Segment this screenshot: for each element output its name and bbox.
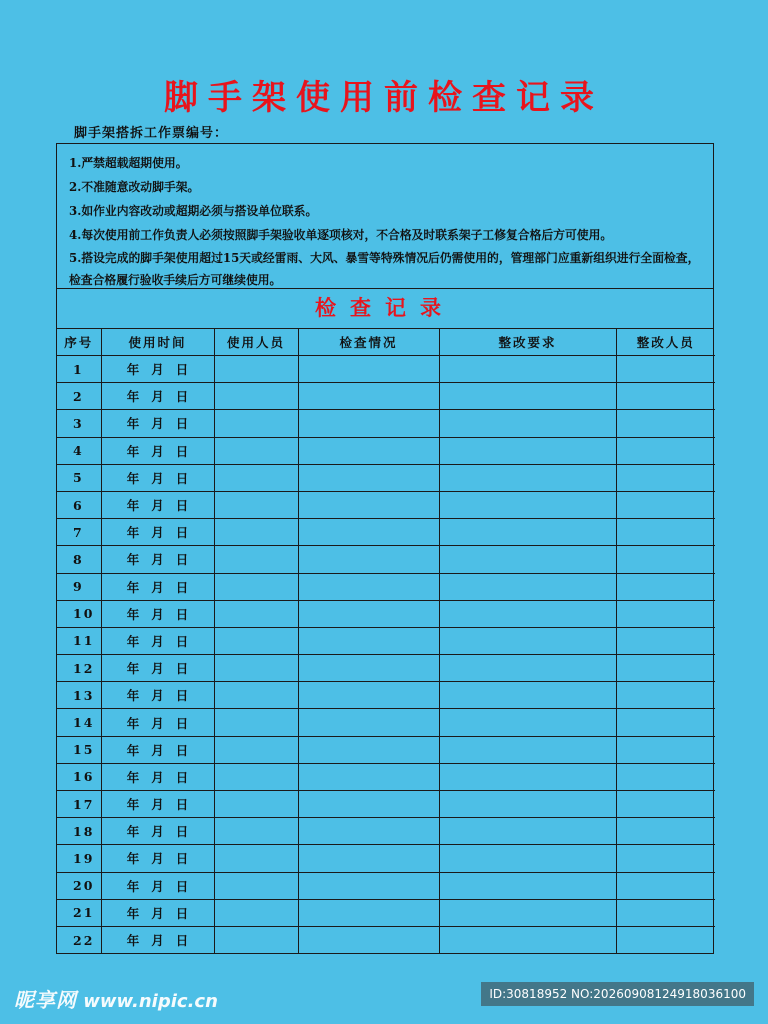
inspection-cell[interactable]	[298, 845, 439, 872]
usage-date-cell[interactable]	[101, 872, 214, 899]
date-part-label: 日	[175, 606, 189, 622]
row-index: 18	[57, 818, 101, 845]
user-cell[interactable]	[214, 899, 298, 926]
date-part-label: 月	[151, 905, 164, 921]
rectifier-cell[interactable]	[616, 383, 715, 410]
date-part-label: 月	[151, 878, 164, 894]
inspection-cell[interactable]	[298, 682, 439, 709]
date-part-label: 月	[151, 824, 164, 840]
date-part-label: 年	[126, 769, 140, 785]
table-row	[57, 491, 715, 518]
row-index: 17	[57, 791, 101, 818]
rectification-req-cell[interactable]	[439, 356, 616, 383]
watermark-site: www.nipic.cn	[83, 991, 218, 1012]
inspection-cell[interactable]	[298, 872, 439, 899]
user-cell[interactable]	[214, 437, 298, 464]
usage-date-cell[interactable]	[101, 383, 214, 410]
table-row	[57, 709, 715, 736]
inspection-cell[interactable]	[298, 437, 439, 464]
ticket-number-label: 脚手架搭拆工作票编号：	[74, 126, 229, 141]
usage-date-cell[interactable]	[101, 926, 214, 953]
rectifier-cell[interactable]	[616, 845, 715, 872]
date-part-label: 日	[175, 498, 189, 514]
inspection-cell[interactable]	[298, 709, 439, 736]
rectifier-cell[interactable]	[616, 627, 715, 654]
table-row	[57, 899, 715, 926]
date-part-label: 日	[175, 933, 189, 949]
date-part-label: 日	[175, 579, 189, 595]
date-part-label: 年	[126, 525, 140, 541]
date-part-label: 日	[175, 389, 189, 405]
rule-item: 5.搭设完成的脚手架使用超过15天或经雷雨、大风、暴雪等特殊情况后仍需使用的，管理部门应重新组织进行全面检查，检查合格履行验收手续后方可继续使用。	[69, 251, 700, 287]
date-part-label: 年	[126, 606, 140, 622]
date-part-label: 月	[151, 606, 164, 622]
row-index: 19	[57, 845, 101, 872]
row-index: 21	[57, 899, 101, 926]
usage-date-cell[interactable]	[101, 655, 214, 682]
table-row	[57, 763, 715, 790]
inspection-cell[interactable]	[298, 573, 439, 600]
date-part-label: 日	[175, 742, 189, 758]
user-cell[interactable]	[214, 655, 298, 682]
date-part-label: 月	[151, 552, 164, 568]
rectifier-cell[interactable]	[616, 791, 715, 818]
row-index: 1	[57, 356, 101, 383]
table-row	[57, 464, 715, 491]
table-row	[57, 736, 715, 763]
user-cell[interactable]	[214, 491, 298, 518]
row-index: 12	[57, 655, 101, 682]
date-part-label: 日	[175, 878, 189, 894]
rectifier-cell[interactable]	[616, 410, 715, 437]
date-part-label: 年	[126, 688, 140, 704]
user-cell[interactable]	[214, 356, 298, 383]
date-part-label: 年	[126, 498, 140, 514]
rule-item: 1.严禁超载超期使用。	[69, 156, 188, 170]
date-part-label: 年	[126, 742, 140, 758]
date-part-label: 月	[151, 933, 164, 949]
row-index: 20	[57, 872, 101, 899]
inspection-cell[interactable]	[298, 899, 439, 926]
rectification-req-cell[interactable]	[439, 655, 616, 682]
watermark-id: ID:30818952 NO:20260908124918036100	[481, 982, 754, 1006]
inspection-cell[interactable]	[298, 655, 439, 682]
rectification-req-cell[interactable]	[439, 519, 616, 546]
table-row	[57, 926, 715, 953]
rectification-req-cell[interactable]	[439, 437, 616, 464]
inspection-cell[interactable]	[298, 791, 439, 818]
row-index: 14	[57, 709, 101, 736]
watermark-logo-text: 昵享网	[14, 988, 77, 1012]
inspection-cell[interactable]	[298, 383, 439, 410]
rectification-req-cell[interactable]	[439, 600, 616, 627]
usage-date-cell[interactable]	[101, 600, 214, 627]
date-part-label: 年	[126, 824, 140, 840]
inspection-cell[interactable]	[298, 410, 439, 437]
date-part-label: 月	[151, 769, 164, 785]
usage-date-cell[interactable]	[101, 410, 214, 437]
date-part-label: 年	[126, 715, 140, 731]
rectifier-cell[interactable]	[616, 519, 715, 546]
inspection-cell[interactable]	[298, 763, 439, 790]
watermark-logo	[14, 984, 218, 1013]
date-part-label: 日	[175, 797, 189, 813]
date-part-label: 月	[151, 851, 164, 867]
date-part-label: 年	[126, 416, 140, 432]
row-index: 11	[57, 627, 101, 654]
date-part-label: 日	[175, 769, 189, 785]
user-cell[interactable]	[214, 383, 298, 410]
rectification-req-cell[interactable]	[439, 872, 616, 899]
table-row	[57, 546, 715, 573]
rectification-req-cell[interactable]	[439, 763, 616, 790]
date-part-label: 日	[175, 905, 189, 921]
user-cell[interactable]	[214, 736, 298, 763]
table-row	[57, 519, 715, 546]
rectification-req-cell[interactable]	[439, 682, 616, 709]
user-cell[interactable]	[214, 519, 298, 546]
usage-date-cell[interactable]	[101, 491, 214, 518]
rules-section	[57, 144, 713, 289]
user-cell[interactable]	[214, 926, 298, 953]
usage-date-cell[interactable]	[101, 682, 214, 709]
usage-date-cell[interactable]	[101, 546, 214, 573]
header-inspection: 检查情况	[298, 329, 439, 356]
date-part-label: 年	[126, 933, 140, 949]
rectification-req-cell[interactable]	[439, 736, 616, 763]
rectifier-cell[interactable]	[616, 464, 715, 491]
rectifier-cell[interactable]	[616, 491, 715, 518]
date-part-label: 月	[151, 416, 164, 432]
rectifier-cell[interactable]	[616, 818, 715, 845]
date-part-label: 月	[151, 579, 164, 595]
date-part-label: 日	[175, 362, 189, 378]
date-part-label: 日	[175, 525, 189, 541]
rectification-req-cell[interactable]	[439, 573, 616, 600]
user-cell[interactable]	[214, 709, 298, 736]
date-part-label: 年	[126, 552, 140, 568]
row-index: 2	[57, 383, 101, 410]
inspection-cell[interactable]	[298, 464, 439, 491]
date-part-label: 年	[126, 851, 140, 867]
date-part-label: 日	[175, 416, 189, 432]
row-index: 9	[57, 573, 101, 600]
table-row	[57, 791, 715, 818]
rectifier-cell[interactable]	[616, 437, 715, 464]
rectifier-cell[interactable]	[616, 899, 715, 926]
user-cell[interactable]	[214, 872, 298, 899]
user-cell[interactable]	[214, 573, 298, 600]
usage-date-cell[interactable]	[101, 818, 214, 845]
header-rectification-req: 整改要求	[439, 329, 616, 356]
table-row	[57, 627, 715, 654]
user-cell[interactable]	[214, 627, 298, 654]
rectifier-cell[interactable]	[616, 926, 715, 953]
date-part-label: 日	[175, 824, 189, 840]
inspection-cell[interactable]	[298, 736, 439, 763]
user-cell[interactable]	[214, 546, 298, 573]
date-part-label: 日	[175, 443, 189, 459]
rectification-req-cell[interactable]	[439, 926, 616, 953]
usage-date-cell[interactable]	[101, 437, 214, 464]
inspection-cell[interactable]	[298, 491, 439, 518]
usage-date-cell[interactable]	[101, 899, 214, 926]
row-index: 13	[57, 682, 101, 709]
user-cell[interactable]	[214, 763, 298, 790]
date-part-label: 年	[126, 470, 140, 486]
user-cell[interactable]	[214, 410, 298, 437]
date-part-label: 月	[151, 362, 164, 378]
inspection-cell[interactable]	[298, 600, 439, 627]
table-row	[57, 437, 715, 464]
inspection-cell[interactable]	[298, 519, 439, 546]
table-row	[57, 682, 715, 709]
header-usage-time: 使用时间	[101, 329, 214, 356]
rule-item: 2.不准随意改动脚手架。	[69, 180, 200, 194]
rectifier-cell[interactable]	[616, 872, 715, 899]
rectification-req-cell[interactable]	[439, 709, 616, 736]
date-part-label: 年	[126, 633, 140, 649]
date-part-label: 日	[175, 633, 189, 649]
date-part-label: 月	[151, 715, 164, 731]
row-index: 16	[57, 763, 101, 790]
date-part-label: 月	[151, 633, 164, 649]
date-part-label: 日	[175, 851, 189, 867]
usage-date-cell[interactable]	[101, 356, 214, 383]
rectification-req-cell[interactable]	[439, 383, 616, 410]
rectifier-cell[interactable]	[616, 682, 715, 709]
header-rectifier: 整改人员	[616, 329, 715, 356]
table-row	[57, 356, 715, 383]
rectification-req-cell[interactable]	[439, 818, 616, 845]
date-part-label: 月	[151, 661, 164, 677]
row-index: 15	[57, 736, 101, 763]
row-index: 4	[57, 437, 101, 464]
user-cell[interactable]	[214, 464, 298, 491]
row-index: 10	[57, 600, 101, 627]
header-user: 使用人员	[214, 329, 298, 356]
date-part-label: 月	[151, 525, 164, 541]
date-part-label: 年	[126, 362, 140, 378]
rule-item: 4.每次使用前工作负责人必须按照脚手架验收单逐项核对，不合格及时联系架子工修复合格后方可使用。	[69, 228, 613, 242]
rule-item: 3.如作业内容改动或超期必须与搭设单位联系。	[69, 204, 318, 218]
date-part-label: 月	[151, 389, 164, 405]
date-part-label: 年	[126, 443, 140, 459]
rectification-req-cell[interactable]	[439, 627, 616, 654]
rectifier-cell[interactable]	[616, 356, 715, 383]
table-row	[57, 845, 715, 872]
table-row	[57, 872, 715, 899]
user-cell[interactable]	[214, 818, 298, 845]
inspection-cell[interactable]	[298, 627, 439, 654]
user-cell[interactable]	[214, 682, 298, 709]
row-index: 5	[57, 464, 101, 491]
inspection-cell[interactable]	[298, 818, 439, 845]
rectification-req-cell[interactable]	[439, 464, 616, 491]
table-row	[57, 383, 715, 410]
usage-date-cell[interactable]	[101, 791, 214, 818]
rectifier-cell[interactable]	[616, 573, 715, 600]
date-part-label: 月	[151, 470, 164, 486]
rectification-req-cell[interactable]	[439, 546, 616, 573]
table-row	[57, 655, 715, 682]
table-row	[57, 818, 715, 845]
rectification-req-cell[interactable]	[439, 791, 616, 818]
date-part-label: 年	[126, 389, 140, 405]
rectification-req-cell[interactable]	[439, 899, 616, 926]
row-index: 6	[57, 491, 101, 518]
date-part-label: 年	[126, 661, 140, 677]
inspection-cell[interactable]	[298, 546, 439, 573]
row-index: 22	[57, 926, 101, 953]
date-part-label: 月	[151, 443, 164, 459]
user-cell[interactable]	[214, 600, 298, 627]
row-index: 8	[57, 546, 101, 573]
usage-date-cell[interactable]	[101, 464, 214, 491]
date-part-label: 年	[126, 797, 140, 813]
page-title: 脚手架使用前检查记录	[164, 78, 604, 118]
header-index: 序号	[57, 329, 101, 356]
date-part-label: 年	[126, 579, 140, 595]
date-part-label: 日	[175, 688, 189, 704]
table-row	[57, 573, 715, 600]
rectifier-cell[interactable]	[616, 655, 715, 682]
rectifier-cell[interactable]	[616, 763, 715, 790]
user-cell[interactable]	[214, 791, 298, 818]
date-part-label: 月	[151, 498, 164, 514]
inspection-cell[interactable]	[298, 356, 439, 383]
usage-date-cell[interactable]	[101, 709, 214, 736]
usage-date-cell[interactable]	[101, 519, 214, 546]
usage-date-cell[interactable]	[101, 763, 214, 790]
user-cell[interactable]	[214, 845, 298, 872]
row-index: 3	[57, 410, 101, 437]
usage-date-cell[interactable]	[101, 573, 214, 600]
table-row	[57, 600, 715, 627]
records-table	[57, 329, 715, 953]
date-part-label: 年	[126, 878, 140, 894]
date-part-label: 月	[151, 797, 164, 813]
row-index: 7	[57, 519, 101, 546]
rectification-req-cell[interactable]	[439, 845, 616, 872]
table-row	[57, 410, 715, 437]
rectifier-cell[interactable]	[616, 736, 715, 763]
rectifier-cell[interactable]	[616, 709, 715, 736]
date-part-label: 日	[175, 661, 189, 677]
date-part-label: 月	[151, 742, 164, 758]
rectification-req-cell[interactable]	[439, 491, 616, 518]
usage-date-cell[interactable]	[101, 736, 214, 763]
record-form	[56, 143, 714, 954]
date-part-label: 日	[175, 470, 189, 486]
date-part-label: 月	[151, 688, 164, 704]
usage-date-cell[interactable]	[101, 627, 214, 654]
usage-date-cell[interactable]	[101, 845, 214, 872]
rectifier-cell[interactable]	[616, 546, 715, 573]
rectifier-cell[interactable]	[616, 600, 715, 627]
date-part-label: 日	[175, 552, 189, 568]
rectification-req-cell[interactable]	[439, 410, 616, 437]
date-part-label: 年	[126, 905, 140, 921]
inspection-cell[interactable]	[298, 926, 439, 953]
date-part-label: 日	[175, 715, 189, 731]
table-header-row	[57, 329, 715, 356]
records-title: 检查记录	[57, 289, 713, 329]
